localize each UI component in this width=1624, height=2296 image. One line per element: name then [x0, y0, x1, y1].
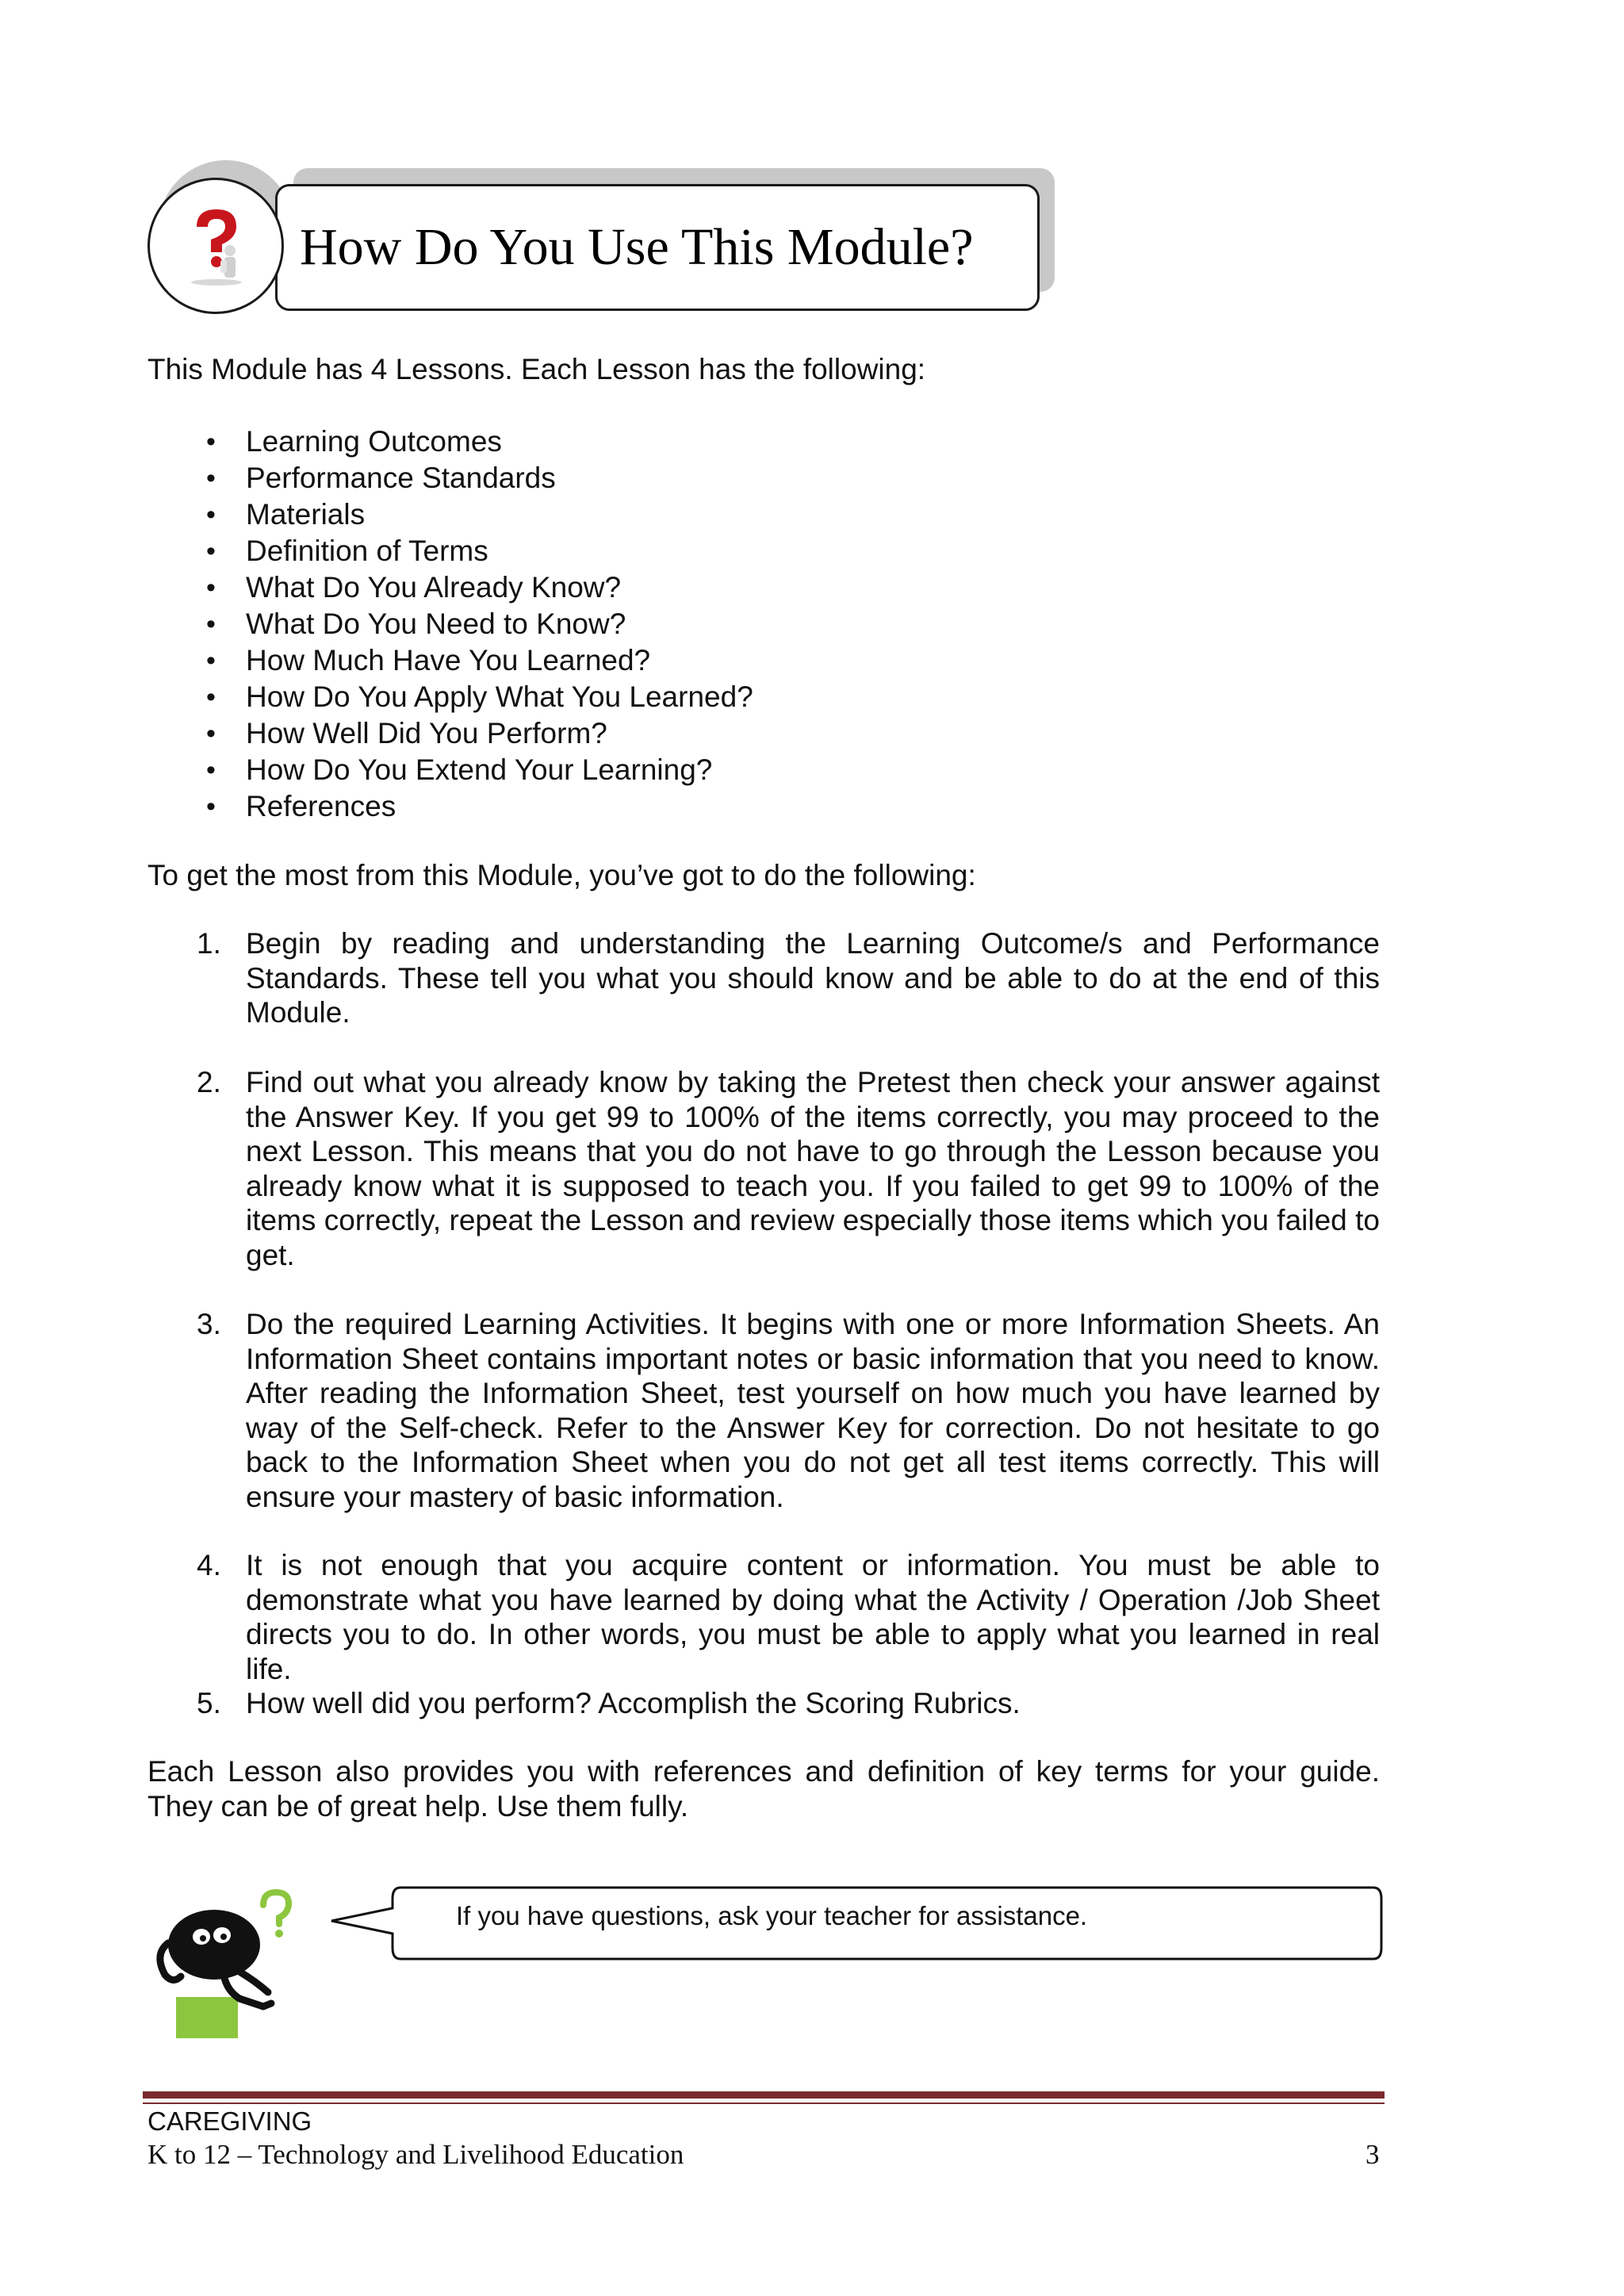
closing-text: Each Lesson also provides you with references and definition of key terms for your guide. They can be of great help. Use them fully. [147, 1755, 1380, 1823]
steps-intro-text: To get the most from this Module, you’ve got to do the following: [147, 859, 976, 891]
list-item: • How Much Have You Learned? [246, 642, 753, 679]
step-number: 5. [197, 1687, 221, 1719]
page-number: 3 [1365, 2139, 1380, 2170]
list-item: • Learning Outcomes [246, 424, 753, 460]
step-item [197, 1686, 1380, 1721]
step-item [197, 926, 1380, 1030]
footer-rule [143, 2091, 1385, 2099]
intro-text: This Module has 4 Lessons. Each Lesson has the following: [147, 353, 926, 385]
step-number: 2. [197, 1066, 221, 1098]
step-text: Begin by reading and understanding the Learning Outcome/s and Performance Standards. These tell you what you should know and be able to do at the end of this Module. [246, 927, 1380, 1029]
list-item: • How Do You Extend Your Learning? [246, 752, 753, 788]
list-item: • How Do You Apply What You Learned? [246, 679, 753, 715]
step-item [197, 1548, 1380, 1686]
step-text: Do the required Learning Activities. It begins with one or more Information Sheets. An Information Sheet contains important notes or basic information that you need to know. After reading the Information Sheet, test yourself on how much you have learned by way of the Self-check. Refer to the Answer Key for correction. Do not hesitate to go back to the Information Sheet when you do not get all test items correctly. This will ensure your mastery of basic information. [246, 1308, 1380, 1513]
list-item: • Performance Standards [246, 460, 753, 496]
callout-text: If you have questions, ask your teacher for assistance. [456, 1901, 1088, 1930]
list-item: • Definition of Terms [246, 533, 753, 569]
footer-subject: CAREGIVING [147, 2106, 312, 2136]
question-person-icon [173, 203, 260, 290]
step-item [197, 1307, 1380, 1515]
thinking-mascot-icon [144, 1888, 327, 2046]
list-item: • References [246, 788, 753, 825]
step-text: Find out what you already know by taking the Pretest then check your answer against the Answer Key. If you get 99 to 100% of the items correctly, you may proceed to the next Lesson. This means that you do not have to go through the Lesson because you already know what it is supposed to teach you. If you failed to get 99 to 100% of the items correctly, repeat the Lesson and review especially those items which you failed to get. [246, 1066, 1380, 1271]
step-item [197, 1065, 1380, 1273]
list-item: • How Well Did You Perform? [246, 715, 753, 752]
step-number: 1. [197, 927, 221, 960]
list-item: • Materials [246, 496, 753, 533]
page-title: How Do You Use This Module? [300, 218, 974, 276]
step-text: It is not enough that you acquire content or information. You must be able to demonstrate what you have learned by doing what the Activity / Operation /Job Sheet directs you to do. In other words, you must be able to apply what you learned in real life. [246, 1549, 1380, 1685]
footer-course: K to 12 – Technology and Livelihood Education [147, 2139, 684, 2170]
step-text: How well did you perform? Accomplish the Scoring Rubrics. [246, 1687, 1021, 1719]
list-item: • What Do You Need to Know? [246, 606, 753, 642]
lesson-parts-list [246, 424, 753, 825]
step-number: 4. [197, 1549, 221, 1581]
list-item: • What Do You Already Know? [246, 569, 753, 606]
footer-rule-thin [143, 2102, 1385, 2104]
step-number: 3. [197, 1308, 221, 1340]
